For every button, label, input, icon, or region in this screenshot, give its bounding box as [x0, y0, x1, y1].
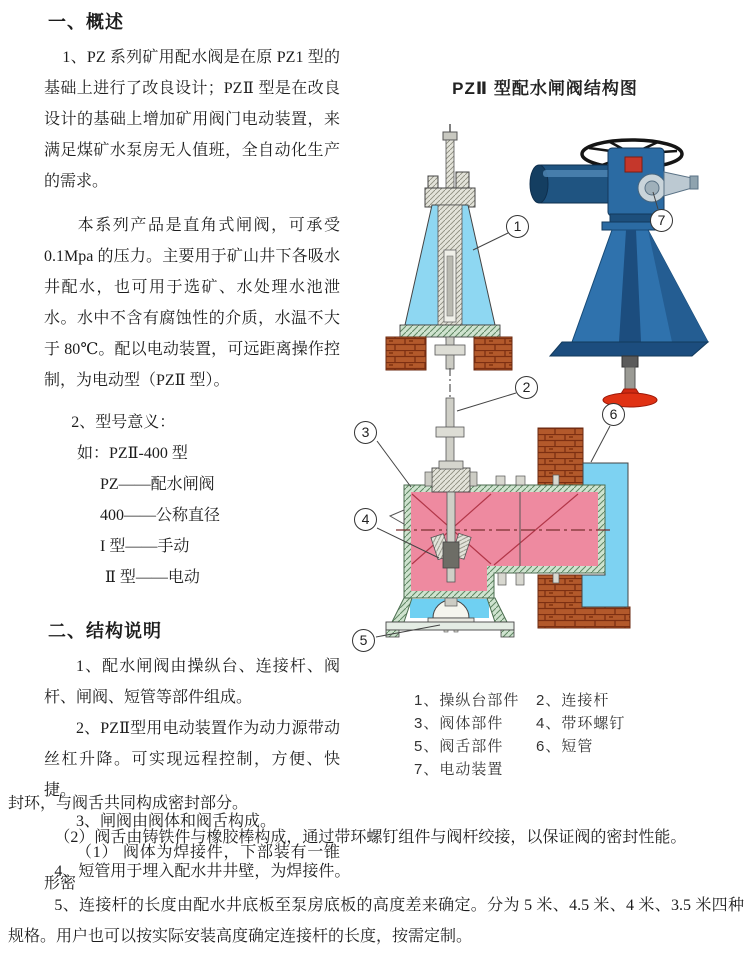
section1-para2: 本系列产品是直角式闸阀，可承受 0.1Mpa 的压力。主要用于矿山井下各吸水井配水，也可用于选矿、水处理水池泄水。水中不含有腐蚀性的介质，水温不大于 80℃。配以电动装置，可远距离操作控制，为电动型（PZⅡ 型）。 — [44, 217, 340, 389]
intro-column — [44, 8, 340, 899]
actuator-photo — [530, 140, 708, 407]
figure-title: PZⅡ 型配水闸阀结构图 — [452, 79, 638, 98]
console-diagram — [386, 124, 512, 370]
legend-item: 5、阀舌部件 — [414, 738, 504, 755]
model-meaning-list — [44, 438, 340, 593]
callout-number: 6 — [609, 406, 618, 422]
callout-3 — [354, 421, 377, 444]
legend-item: 7、电动装置 — [414, 761, 504, 778]
callout-number: 5 — [359, 632, 368, 648]
model-line: I 型——手动 — [100, 538, 190, 555]
legend-item: 2、连接杆 — [536, 692, 610, 709]
callout-number: 4 — [361, 511, 370, 527]
section2-item3: 3、闸阀由阀体和阀舌构成。 — [76, 813, 277, 830]
callout-7 — [650, 209, 673, 232]
callout-number: 3 — [361, 424, 370, 440]
section1-heading: 一、概述 — [48, 12, 124, 32]
bottom-text — [8, 788, 744, 955]
section2-item1: 1、配水闸阀由操纵台、连接杆、阀杆、闸阀、短管等部件组成。 — [44, 658, 340, 706]
model-line: Ⅱ 型——电动 — [105, 569, 200, 586]
callout-number: 7 — [657, 212, 666, 228]
callout-number: 2 — [522, 379, 531, 395]
callout-1 — [506, 215, 529, 238]
model-meaning-label: 2、型号意义： — [71, 414, 176, 431]
section2-item4-rest: 封环，与阀舌共同构成密封部分。 — [8, 795, 249, 812]
figure-legend — [414, 690, 714, 781]
callout-number: 1 — [513, 218, 522, 234]
valve-cross-section — [376, 368, 630, 637]
model-line: 如：PZⅡ-400 型 — [77, 445, 188, 462]
legend-item: 1、操纵台部件 — [414, 692, 520, 709]
section2-item7: 5、连接杆的长度由配水井底板至泵房底板的高度差来确定。分为 5 米、4.5 米、4 米、3.5 米四种规格。用户也可以按实际安装高度确定连接杆的长度，按需定制。 — [8, 897, 744, 945]
model-line: PZ——配水闸阀 — [100, 476, 215, 493]
callout-5 — [352, 629, 375, 652]
legend-item: 6、短管 — [536, 738, 594, 755]
callout-4 — [354, 508, 377, 531]
section2-item6: 4、短管用于埋入配水井井壁，为焊接件。 — [54, 863, 351, 880]
section2-item2: 2、PZⅡ型用电动装置作为动力源带动丝杠升降。可实现远程控制，方便、快捷。 — [44, 720, 340, 799]
legend-item: 4、带环螺钉 — [536, 715, 626, 732]
model-line: 400——公称直径 — [100, 507, 221, 524]
callout-6 — [602, 403, 625, 426]
valve-structure-diagram — [340, 110, 750, 670]
section2-item4-start: （1） 阀体为焊接件，下部装有一锥形密 — [44, 844, 340, 892]
section2-item5: （2）阀舌由铸铁件与橡胶棒构成，通过带环螺钉组件与阀杆绞接，以保证阀的密封性能。 — [54, 829, 687, 846]
legend-item: 3、阀体部件 — [414, 715, 504, 732]
section1-para1: 1、PZ 系列矿用配水阀是在原 PZ1 型的基础上进行了改良设计；PZⅡ 型是在改良设计的基础上增加矿用阀门电动装置，来满足煤矿水泵房无人值班，全自动化生产的需求。 — [44, 49, 340, 190]
structure-figure — [340, 0, 750, 788]
section2-heading: 二、结构说明 — [48, 621, 162, 641]
callout-2 — [515, 376, 538, 399]
